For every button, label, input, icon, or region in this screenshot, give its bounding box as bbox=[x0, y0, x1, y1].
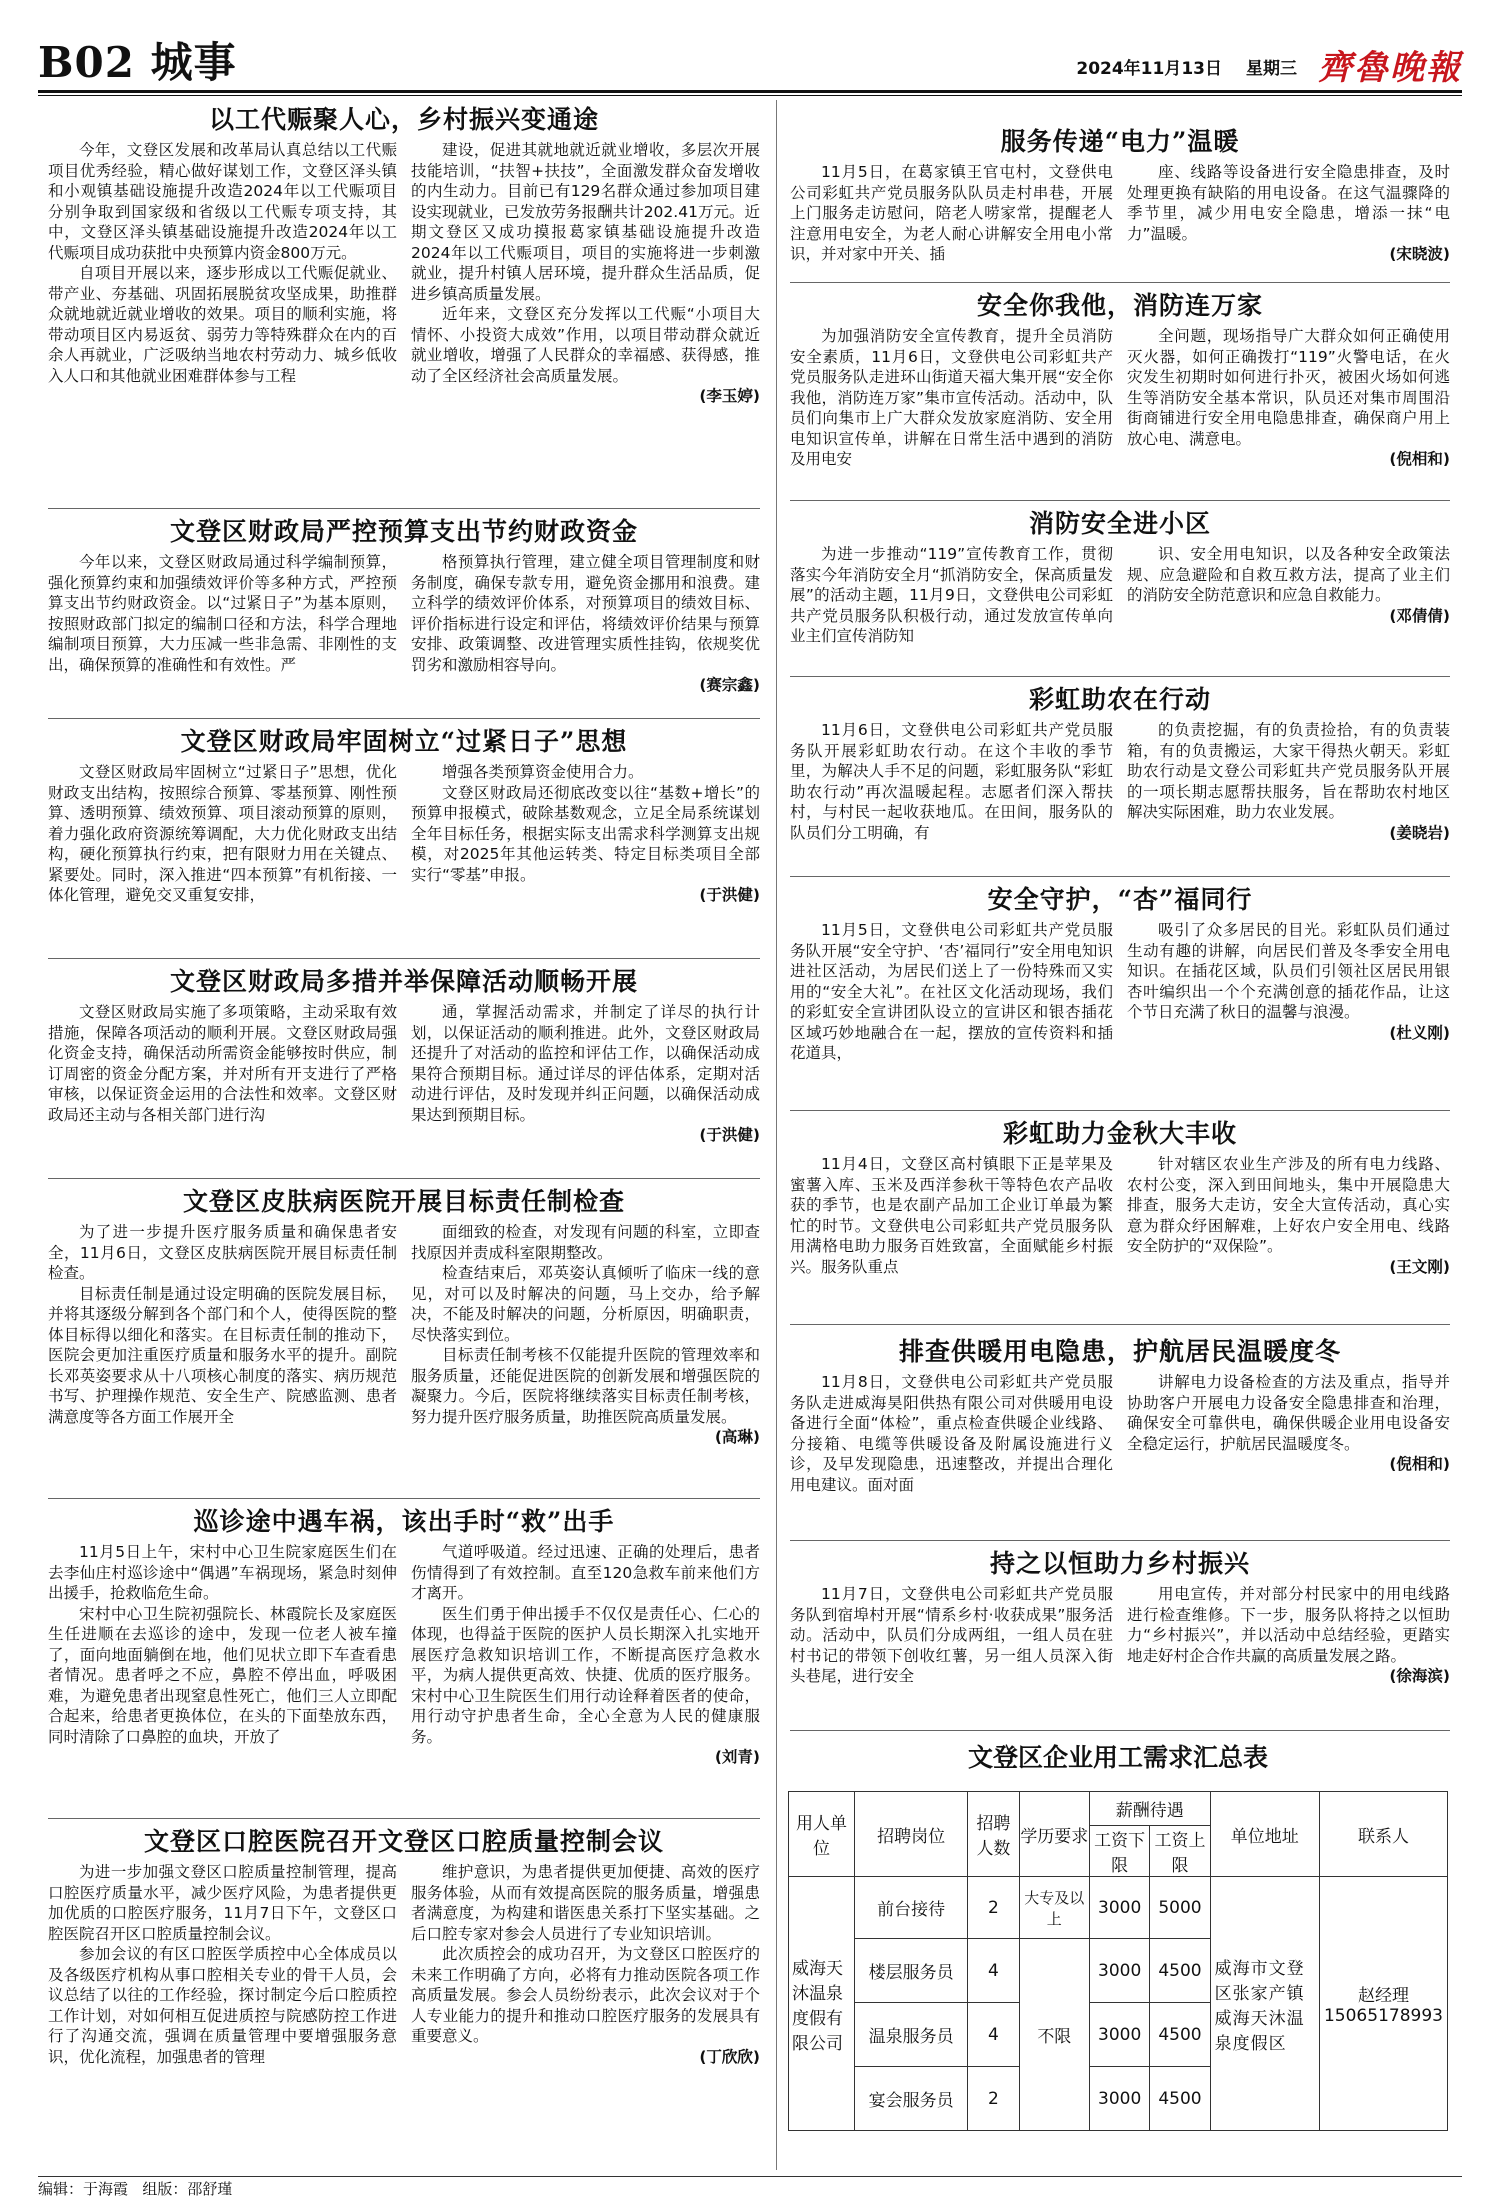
article-column-1: 为加强消防安全宣传教育，提升全员消防安全素质，11月6日，文登供电公司彩虹共产党员服务队走进环山街道天福大集开展“安全你我他，消防连万家”集市宣传活动。活动中，队员们向集市上广大群众发放家庭消防、安全用电知识宣传单，讲解在日常生活中遇到的消防及用电安 bbox=[790, 327, 1113, 468]
employer-address: 威海市文登区张家产镇威海天沐温泉度假区 bbox=[1210, 1877, 1319, 2131]
byline: (赛宗鑫) bbox=[699, 676, 760, 694]
byline: (刘青) bbox=[714, 1748, 760, 1766]
byline: (于洪健) bbox=[699, 1126, 760, 1144]
section-title: B02 城事 bbox=[38, 38, 237, 87]
article-column-1: 为进一步加强文登区口腔质量控制管理，提高口腔医疗质量水平，减少医疗风险，为患者提供更加优质的口腔医疗服务，11月7日下午，文登区口腔医院召开区口腔质量控制会议。 参加会议的有区口腔医学质控中心全体成员以及各级医疗机构从事口腔相关专业的骨干人员，会议总结了以往的工作经验，探讨制定今后口腔质控工作计划，对如何相互促进质控与院感防控工作进行了沟通交流，强调在质量管理中要增强服务意识，优化流程，加强患者的管理 bbox=[48, 1863, 397, 2066]
article-column-1: 11月8日，文登供电公司彩虹共产党员服务队走进威海昊阳供热有限公司对供暖用电设备进行全面“体检”，重点检查供暖企业线路、分接箱、电缆等供暖设备及附属设施进行义诊，及早发现隐患，迅速整改，并提出合理化用电建议。面对面 bbox=[790, 1373, 1113, 1494]
article-column-1: 文登区财政局牢固树立“过紧日子”思想，优化财政支出结构，按照综合预算、零基预算、刚性预算、透明预算、绩效预算、项目滚动预算的原则，着力强化政府资源统筹调配，大力优化财政支出结构，硬化预算执行约束，把有限财力用在关键点、紧要处。同时，深入推进“四本预算”有机衔接、一体化管理，避免交叉重复安排， bbox=[48, 763, 397, 904]
table-row: 宴会服务员 2 3000 4500 bbox=[789, 2067, 1448, 2131]
byline: (丁欣欣) bbox=[699, 2047, 760, 2066]
article-title: 消防安全进小区 bbox=[1028, 509, 1211, 538]
article-title: 文登区皮肤病医院开展目标责任制检查 bbox=[182, 1187, 625, 1216]
article-column-2: 讲解电力设备检查的方法及重点，指导并协助客户开展电力设备安全隐患排查和治理，确保安全可靠供电，确保供暖企业用电设备安全稳定运行，护航居民温暖度冬。 (倪相和) bbox=[1127, 1373, 1450, 1473]
article bbox=[48, 100, 760, 406]
article-title: 彩虹助农在行动 bbox=[1028, 685, 1211, 714]
byline: (高琳) bbox=[714, 1428, 760, 1446]
article-column-2: 通，掌握活动需求，并制定了详尽的执行计划，以保证活动的顺利推进。此外，文登区财政局还提升了对活动的监控和评估工作，以确保活动成果符合预期目标。通过详尽的评估体系，定期对活动进行评估，及时发现并纠正问题，以确保活动成果达到预期目标。 (于洪健) bbox=[411, 1003, 760, 1144]
article bbox=[48, 1502, 760, 1767]
header-contact: 联系人 bbox=[1319, 1792, 1447, 1877]
article-column-1: 11月4日，文登区高村镇眼下正是苹果及蜜薯入库、玉米及西洋参秋干等特色农产品收获的季节，也是农副产品加工企业订单最为繁忙的时节。文登供电公司彩虹共产党员服务队用满格电助力服务百姓致富，全面赋能乡村振兴。服务队重点 bbox=[790, 1155, 1113, 1276]
header-count: 招聘人数 bbox=[968, 1792, 1019, 1877]
table-row: 温泉服务员 4 3000 4500 bbox=[789, 2003, 1448, 2067]
article-column-1: 11月5日，在葛家镇王官屯村，文登供电公司彩虹共产党员服务队队员走村串巷，开展上门服务走访慰问，陪老人唠家常，提醒老人注意用电安全，为老人耐心讲解安全用电小常识，并对家中开关、插 bbox=[790, 163, 1113, 263]
article-column-2: 针对辖区农业生产涉及的所有电力线路、农村公变，深入到田间地头，集中开展隐患大排查，服务大走访，安全大宣传活动，真心实意为群众纾困解难，上好农户安全用电、线路安全防护的“双保险”。 (王文刚) bbox=[1127, 1155, 1450, 1276]
article bbox=[790, 1332, 1450, 1495]
table-row: 楼层服务员 4 不限 3000 4500 bbox=[789, 1939, 1448, 2003]
byline: (于洪健) bbox=[699, 886, 760, 904]
byline: (宋晓波) bbox=[1389, 245, 1450, 263]
employer-contact: 赵经理15065178993 bbox=[1319, 1877, 1447, 2131]
article-title: 以工代赈聚人心，乡村振兴变通途 bbox=[208, 105, 599, 134]
article bbox=[48, 722, 760, 906]
article-title: 文登区财政局多措并举保障活动顺畅开展 bbox=[169, 967, 638, 996]
article bbox=[790, 1544, 1450, 1687]
article-title: 持之以恒助力乡村振兴 bbox=[989, 1549, 1250, 1578]
article-title: 安全你我他，消防连万家 bbox=[976, 291, 1263, 320]
article bbox=[48, 1182, 760, 1447]
article-column-2: 建设，促进其就地就近就业增收，多层次开展技能培训，“扶智+扶技”，全面激发群众奋发增收的内生动力。目前已有129名群众通过参加项目建设实现就业，已发放劳务报酬共计202.41万元。近期文登区又成功摸报葛家镇基础设施提升改造2024年以工代赈项目，项目的实施将进一步刺激就业，提升村镇人居环境，提升群众生活品质，促进乡镇高质量发展。 近年来，文登区充分发挥以工代赈“小项目大情怀、小投资大成效”作用，以项目带动群众就近就业增收，增强了人民群众的幸福感、获得感，推动了全区经济社会高质量发展。 (李玉婷) bbox=[411, 141, 760, 405]
article-title: 安全守护，“杏”福同行 bbox=[987, 885, 1253, 914]
article-title: 文登区财政局牢固树立“过紧日子”思想 bbox=[180, 727, 628, 756]
header-salary-low: 工资下限 bbox=[1089, 1826, 1149, 1877]
article bbox=[790, 286, 1450, 470]
article-column-1: 为了进一步提升医疗服务质量和确保患者安全，11月6日，文登区皮肤病医院开展目标责任制检查。 目标责任制是通过设定明确的医院发展目标，并将其逐级分解到各个部门和个人，使得医院的整体目标得以细化和落实。在目标责任制的推动下，医院会更加注重医疗质量和服务水平的提升。副院长邓英姿要求从十八项核心制度的落实、病历规范书写、护理操作规范、安全生产、院感监测、患者满意度等各方面工作展开全 bbox=[48, 1223, 397, 1426]
header-rule-thin bbox=[38, 95, 1462, 96]
article-column-2: 气道呼吸道。经过迅速、正确的处理后，患者伤情得到了有效控制。直至120急救车前来他们方才离开。 医生们勇于伸出援手不仅仅是责任心、仁心的体现，也得益于医院的医护人员长期深入扎实地开展医疗急救知识培训工作，不断提高医疗急救水平，为病人提供更高效、快捷、优质的医疗服务。宋村中心卫生院医生们用行动诠释着医者的使命，用行动守护患者生命，全心全意为人民的健康服务。 (刘青) bbox=[411, 1543, 760, 1766]
page-header bbox=[38, 22, 1462, 92]
article-column-2: 吸引了众多居民的目光。彩虹队员们通过生动有趣的讲解，向居民们普及冬季安全用电知识。在插花区域，队员们引领社区居民用银杏叶编织出一个个充满创意的插花作品，让这个节日充满了秋日的温馨与浪漫。 (杜义刚) bbox=[1127, 921, 1450, 1042]
page-footer bbox=[38, 2176, 1462, 2201]
byline: (徐海滨) bbox=[1389, 1667, 1450, 1685]
header-education: 学历要求 bbox=[1019, 1792, 1089, 1877]
article-column-2: 座、线路等设备进行安全隐患排查，及时处理更换有缺陷的用电设备。在这气温骤降的季节里，减少用电安全隐患，增添一抹“电力”温暖。 (宋晓波) bbox=[1127, 163, 1450, 263]
article-title: 文登区财政局严控预算支出节约财政资金 bbox=[169, 517, 638, 546]
article-column-2: 用电宣传，并对部分村民家中的用电线路进行检查维修。下一步，服务队将持之以恒助力“乡村振兴”，并以活动中总结经验，更踏实地走好村企合作共赢的高质量发展之路。 (徐海滨) bbox=[1127, 1585, 1450, 1685]
byline: (杜义刚) bbox=[1389, 1023, 1450, 1042]
article-column-2: 全问题，现场指导广大群众如何正确使用灭火器，如何正确拨打“119”火警电话，在火灾发生初期时如何进行扑灭，被困火场如何逃生等消防安全基本常识，队员还对集市周围沿街商铺进行安全用电隐患排查，确保商户用上放心电、满意电。 (倪相和) bbox=[1127, 327, 1450, 468]
byline: (王文刚) bbox=[1389, 1257, 1450, 1276]
article-column-2: 增强各类预算资金使用合力。 文登区财政局还彻底改变以往“基数+增长”的预算申报模式，破除基数观念，立足全局系统谋划全年目标任务，根据实际支出需求科学测算支出规模，对2025年其他运转类、特定目标类项目全部实行“零基”申报。 (于洪健) bbox=[411, 763, 760, 904]
article bbox=[790, 680, 1450, 843]
article-column-1: 今年，文登区发展和改革局认真总结以工代赈项目优秀经验，精心做好谋划工作，文登区泽头镇和小观镇基础设施提升改造2024年以工代赈项目分别争取到国家级和省级以工代赈专项支持，其中，文登区泽头镇基础设施提升改造2024年以工代赈项目成功获批中央预算内资金800万元。 自项目开展以来，逐步形成以工代赈促就业、带产业、夯基础、巩固拓展脱贫攻坚成果，助推群众就地就近就业增收的效果。项目的顺利实施，将带动项目区内易返贫、弱劳力等特殊群众在内的百余人再就业，广泛吸纳当地农村劳动力、城乡低收入人口和其他就业困难群体参与工程 bbox=[48, 141, 397, 385]
article-column-1: 今年以来，文登区财政局通过科学编制预算，强化预算约束和加强绩效评价等多种方式，严控预算支出节约财政资金。以“过紧日子”为基本原则，按照财政部门拟定的编制口径和方法，科学合理地编制项目预算，大力压减一些非急需、非刚性的支出，确保预算的准确性和有效性。严 bbox=[48, 553, 397, 674]
article bbox=[790, 504, 1450, 647]
table-row: 威海天沐温泉度假有限公司 前台接待 2 大专及以上 3000 5000 威海市文登区张家产镇威海天沐温泉度假区 赵经理15065178993 bbox=[789, 1877, 1448, 1939]
weekday: 星期三 bbox=[1246, 59, 1297, 79]
header-rule bbox=[38, 90, 1462, 93]
article bbox=[48, 962, 760, 1145]
article-title: 服务传递“电力”温暖 bbox=[1000, 127, 1240, 156]
header-address: 单位地址 bbox=[1210, 1792, 1319, 1877]
newspaper-logo: 齊魯晚報 bbox=[1318, 48, 1462, 88]
article bbox=[790, 122, 1450, 265]
article bbox=[790, 1114, 1450, 1277]
article-column-1: 11月5日，文登供电公司彩虹共产党员服务队开展“安全守护、‘杏’福同行”安全用电知识进社区活动，为居民们送上了一份特殊而又实用的“安全大礼”。在社区文化活动现场，我们的彩虹安全宣讲团队设立的宣讲区和银杏插花区域巧妙地融合在一起，摆放的宣传资料和插花道具， bbox=[790, 921, 1113, 1062]
byline: (李玉婷) bbox=[699, 387, 760, 405]
header-unit: 用人单位 bbox=[789, 1792, 855, 1877]
issue-date: 2024年11月13日 bbox=[1076, 59, 1222, 79]
article-column-2: 格预算执行管理，建立健全项目管理制度和财务制度，确保专款专用，避免资金挪用和浪费。建立科学的绩效评价体系，对预算项目的绩效目标、评价指标进行设定和评估，将绩效评价结果与预算安排、政策调整、改进管理实质性挂钩，依规奖优罚劣和激励相容导向。 (赛宗鑫) bbox=[411, 553, 760, 694]
header-salary: 薪酬待遇 bbox=[1089, 1792, 1210, 1826]
article-column-2: 维护意识，为患者提供更加便捷、高效的医疗服务体验，从而有效提高医院的服务质量，增强患者满意度，为构建和谐医患关系打下坚实基础。之后口腔专家对参会人员进行了专业知识培训。 此次质控会的成功召开，为文登区口腔医疗的未来工作明确了方向，必将有力推动医院各项工作高质量发展。参会人员纷纷表示，此次会议对于个人专业能力的提升和推动口腔医疗服务的发展具有重要意义。 (丁欣欣) bbox=[411, 1863, 760, 2066]
article-column-1: 11月6日，文登供电公司彩虹共产党员服务队开展彩虹助农行动。在这个丰收的季节里，为解决人手不足的问题，彩虹服务队“彩虹助农行动”再次温暖起程。志愿者们深入帮扶村，与村民一起收获地瓜。在田间，服务队的队员们分工明确，有 bbox=[790, 721, 1113, 842]
article-column-1: 11月7日，文登供电公司彩虹共产党员服务队到宿埠村开展“情系乡村·收获成果”服务活动。活动中，队员们分成两组，一组人员在驻村书记的带领下创收红薯，另一组人员深入街头巷尾，进行安全 bbox=[790, 1585, 1113, 1685]
article-title: 排查供暖用电隐患，护航居民温暖度冬 bbox=[898, 1337, 1341, 1366]
article bbox=[48, 1822, 760, 2067]
article-title: 文登区口腔医院召开文登区口腔质量控制会议 bbox=[143, 1827, 664, 1856]
column-divider bbox=[776, 100, 777, 2170]
article-column-2: 面细致的检查，对发现有问题的科室，立即查找原因并责成科室限期整改。 检查结束后，邓英姿认真倾听了临床一线的意见，对可以及时解决的问题，马上交办，给予解决，不能及时解决的问题，分析原因，明确职责，尽快落实到位。 目标责任制考核不仅能提升医院的管理效率和服务质量，还能促进医院的创新发展和增强医院的凝聚力。今后，医院将继续落实目标责任制考核，努力提升医疗服务质量，助推医院高质量发展。 (高琳) bbox=[411, 1223, 760, 1446]
byline: (倪相和) bbox=[1389, 1455, 1450, 1473]
byline: (倪相和) bbox=[1389, 450, 1450, 468]
header-position: 招聘岗位 bbox=[855, 1792, 968, 1877]
editor-credit: 编辑：于海霞 bbox=[38, 2180, 129, 2198]
jobs-table bbox=[788, 1791, 1448, 2131]
article-column-2: 识、安全用电知识，以及各种安全政策法规、应急避险和自救互救方法，提高了业主们的消防安全防范意识和应急自救能力。 (邓倩倩) bbox=[1127, 545, 1450, 625]
article bbox=[48, 512, 760, 695]
table-title: 文登区企业用工需求汇总表 bbox=[967, 1743, 1268, 1772]
article-title: 巡诊途中遇车祸，该出手时“救”出手 bbox=[193, 1507, 615, 1536]
layout-credit: 组版：邵舒瑾 bbox=[142, 2180, 233, 2198]
byline: (姜晓岩) bbox=[1389, 823, 1450, 842]
article-column-2: 的负责挖掘，有的负责捡拾，有的负责装箱，有的负责搬运，大家干得热火朝天。彩虹助农行动是文登公司彩虹共产党员服务队开展的一项长期志愿帮扶服务，旨在帮助农村地区解决实际困难，助力农业发展。 (姜晓岩) bbox=[1127, 721, 1450, 842]
article-column-1: 11月5日上午，宋村中心卫生院家庭医生们在去李仙庄村巡诊途中“偶遇”车祸现场，紧急时刻伸出援手，抢救临危生命。 宋村中心卫生院初强院长、林霞院长及家庭医生任进顺在去巡诊的途中，发现一位老人被车撞了，面向地面躺倒在地，他们见状立即下车查看患者情况。患者呼之不应，鼻腔不停出血，呼吸困难，为避免患者出现窒息性死亡，他们三人立即配合起来，给患者更换体位，在头的下面垫放东西，同时清除了口鼻腔的血块，开放了 bbox=[48, 1543, 397, 1746]
byline: (邓倩倩) bbox=[1389, 606, 1450, 625]
employer-name: 威海天沐温泉度假有限公司 bbox=[789, 1877, 855, 2131]
article bbox=[790, 880, 1450, 1064]
article-column-1: 文登区财政局实施了多项策略，主动采取有效措施，保障各项活动的顺利开展。文登区财政局强化资金支持，确保活动所需资金能够按时供应，制订周密的资金分配方案，并对所有开支进行了严格审核，以保证资金运用的合法性和效率。文登区财政局还主动与各相关部门进行沟 bbox=[48, 1003, 397, 1124]
article-title: 彩虹助力金秋大丰收 bbox=[1002, 1119, 1237, 1148]
header-salary-high: 工资上限 bbox=[1150, 1826, 1210, 1877]
article-column-1: 为进一步推动“119”宣传教育工作，贯彻落实今年消防安全月“抓消防安全，保高质量发展”的活动主题，11月9日，文登供电公司彩虹共产党员服务队积极行动，通过发放宣传单向业主们宣传消防知 bbox=[790, 545, 1113, 645]
